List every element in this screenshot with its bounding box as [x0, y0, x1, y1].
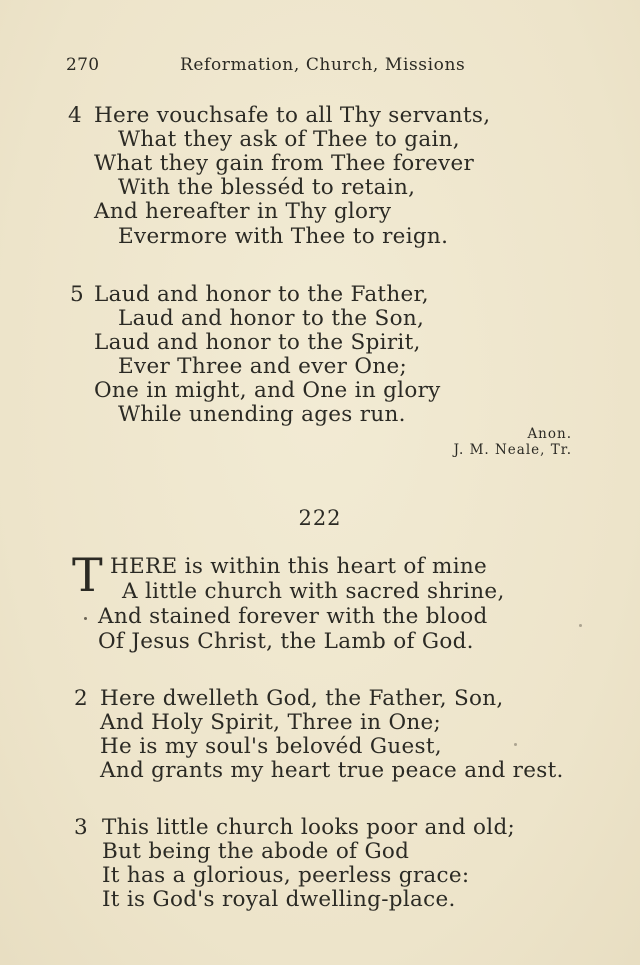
- verse-line: And Holy Spirit, Three in One;: [100, 710, 442, 735]
- verse-line: One in might, and One in glory: [94, 378, 441, 403]
- verse-line: Laud and honor to the Father,: [94, 282, 429, 307]
- verse-line: Ever Three and ever One;: [118, 354, 408, 379]
- verse-line: What they gain from Thee forever: [94, 151, 475, 176]
- verse-number: 2: [74, 686, 88, 711]
- verse-line: And stained forever with the blood: [98, 604, 488, 629]
- verse-number: 3: [74, 815, 88, 840]
- verse-line: It has a glorious, peerless grace:: [102, 863, 470, 888]
- verse-line: But being the abode of God: [102, 839, 410, 864]
- verse-line: And hereafter in Thy glory: [94, 199, 392, 224]
- verse-number: 5: [70, 282, 84, 307]
- verse-line: What they ask of Thee to gain,: [118, 127, 460, 152]
- verse-line: While unending ages run.: [118, 402, 406, 427]
- verse-line: With the blesséd to retain,: [118, 175, 416, 200]
- author-credit: Anon.: [527, 426, 572, 442]
- running-title: Reformation, Church, Missions: [180, 55, 466, 75]
- verse-line: Here dwelleth God, the Father, Son,: [100, 686, 504, 711]
- verse-line: He is my soul's belovéd Guest,: [100, 734, 442, 759]
- verse-number: 4: [68, 103, 82, 128]
- verse-line: It is God's royal dwelling-place.: [102, 887, 456, 912]
- verse-line: Here vouchsafe to all Thy servants,: [94, 103, 491, 128]
- verse-line: And grants my heart true peace and rest.: [100, 758, 564, 783]
- verse-line: Of Jesus Christ, the Lamb of God.: [98, 629, 474, 654]
- drop-cap: T: [72, 548, 103, 602]
- verse-line: A little church with sacred shrine,: [122, 579, 505, 604]
- verse-line: Evermore with Thee to reign.: [118, 224, 449, 249]
- translator-credit: J. M. Neale, Tr.: [453, 442, 572, 458]
- verse-line: Laud and honor to the Son,: [118, 306, 425, 331]
- paper-speck: [84, 617, 87, 620]
- page-number: 270: [66, 55, 100, 75]
- hymn-number: 222: [298, 506, 342, 530]
- paper-speck: [579, 624, 582, 627]
- page-header: [66, 55, 580, 79]
- paper-speck: [514, 743, 517, 746]
- verse-line: Laud and honor to the Spirit,: [94, 330, 421, 355]
- verse-line: This little church looks poor and old;: [102, 815, 516, 840]
- verse-line: HERE is within this heart of mine: [110, 554, 488, 579]
